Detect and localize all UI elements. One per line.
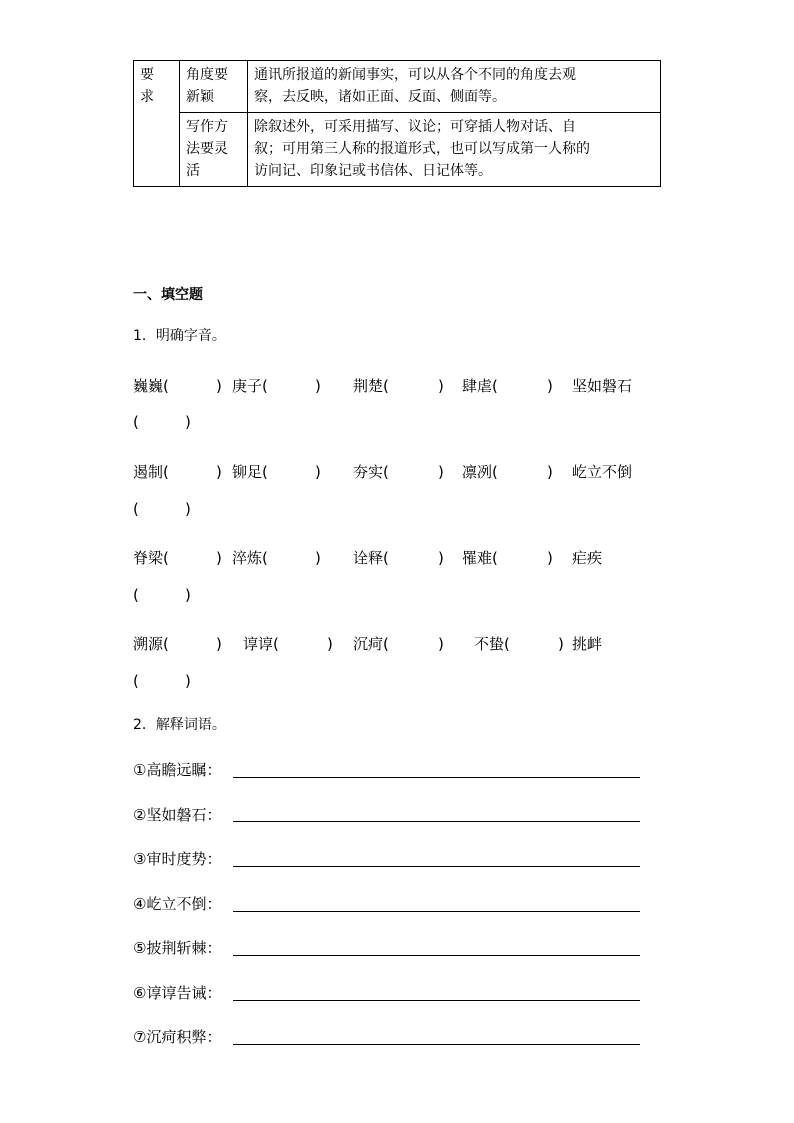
vocab-item-label: ③审时度势： — [133, 850, 222, 868]
vocab-item-label: ①高瞻远瞩： — [133, 761, 222, 779]
answer-blank-close[interactable]: ) — [216, 377, 222, 395]
answer-blank-close[interactable]: ) — [216, 635, 222, 653]
vocab-item-label: ⑦沉疴积弊： — [133, 1028, 222, 1046]
row-content-line: 访问记、印象记或书信体、日记体等。 — [254, 163, 492, 179]
answer-blank-close[interactable]: ) — [185, 413, 191, 431]
row-label-line: 角度要 — [186, 67, 228, 83]
answer-blank-close[interactable]: ) — [185, 500, 191, 518]
row-label-cell — [180, 113, 248, 187]
question-2-title: 2．解释词语。 — [133, 717, 226, 733]
pinyin-word: 肆虐( — [462, 377, 498, 395]
answer-blank-close[interactable]: ) — [438, 463, 444, 481]
answer-line[interactable] — [233, 1044, 640, 1045]
vocab-item-label: ⑤披荆斩棘： — [133, 939, 222, 957]
answer-blank-close[interactable]: ) — [216, 549, 222, 567]
answer-blank-open[interactable]: ( — [133, 586, 139, 604]
vocab-item-label: ④屹立不倒： — [133, 895, 222, 913]
row-label-line: 活 — [186, 163, 200, 179]
row-label-line: 写作方 — [186, 119, 228, 135]
answer-blank-close[interactable]: ) — [315, 463, 321, 481]
pinyin-word: 溯源( — [133, 635, 169, 653]
answer-blank-open[interactable]: ( — [133, 413, 139, 431]
answer-blank-close[interactable]: ) — [547, 549, 553, 567]
pinyin-word: 不蛰( — [474, 635, 510, 653]
row-content-cell — [248, 61, 661, 113]
section-title: 一、填空题 — [133, 287, 203, 303]
answer-blank-close[interactable]: ) — [185, 672, 191, 690]
row-content-line: 察，去反映，诸如正面、反面、侧面等。 — [254, 89, 506, 105]
row-label-cell — [180, 61, 248, 113]
row-content-line: 叙；可用第三人称的报道形式，也可以写成第一人称的 — [254, 141, 590, 157]
answer-blank-close[interactable]: ) — [185, 586, 191, 604]
answer-line[interactable] — [233, 1000, 640, 1001]
pinyin-word: 脊梁( — [133, 549, 169, 567]
pinyin-word: 铆足( — [232, 463, 268, 481]
pinyin-word: 疟疾 — [572, 549, 603, 567]
pinyin-word: 庚子( — [232, 377, 268, 395]
answer-blank-open[interactable]: ( — [133, 500, 139, 518]
pinyin-word: 坚如磐石 — [572, 377, 633, 395]
answer-blank-close[interactable]: ) — [216, 463, 222, 481]
pinyin-word: 淬炼( — [232, 549, 268, 567]
answer-blank-close[interactable]: ) — [438, 549, 444, 567]
answer-line[interactable] — [233, 866, 640, 867]
row-content-line: 通讯所报道的新闻事实，可以从各个不同的角度去观 — [254, 67, 576, 83]
answer-line[interactable] — [233, 821, 640, 822]
row-content-line: 除叙述外，可采用描写、议论；可穿插人物对话、自 — [254, 119, 576, 135]
pinyin-word: 屹立不倒 — [572, 463, 633, 481]
answer-blank-close[interactable]: ) — [327, 635, 333, 653]
answer-line[interactable] — [233, 911, 640, 912]
pinyin-word: 夯实( — [353, 463, 389, 481]
answer-blank-close[interactable]: ) — [558, 635, 564, 653]
answer-blank-close[interactable]: ) — [438, 635, 444, 653]
answer-blank-close[interactable]: ) — [315, 377, 321, 395]
vocab-item-label: ⑥谆谆告诫： — [133, 984, 222, 1002]
answer-line[interactable] — [233, 955, 640, 956]
pinyin-word: 巍巍( — [133, 377, 169, 395]
question-1-title: 1．明确字音。 — [133, 328, 226, 344]
requirements-table — [133, 60, 661, 187]
answer-blank-close[interactable]: ) — [438, 377, 444, 395]
pinyin-word: 荆楚( — [353, 377, 389, 395]
pinyin-word: 谆谆( — [243, 635, 279, 653]
answer-blank-close[interactable]: ) — [547, 377, 553, 395]
row-content-cell — [248, 113, 661, 187]
row-label-line: 法要灵 — [186, 141, 228, 157]
pinyin-word: 诠释( — [353, 549, 389, 567]
row-label-line: 新颖 — [186, 89, 214, 105]
pinyin-word: 挑衅 — [572, 635, 603, 653]
answer-line[interactable] — [233, 777, 640, 778]
pinyin-word: 凛冽( — [462, 463, 498, 481]
requirements-header-cell — [134, 61, 180, 187]
requirements-header-char: 要 — [140, 67, 154, 83]
requirements-header-char: 求 — [140, 89, 154, 105]
answer-blank-close[interactable]: ) — [547, 463, 553, 481]
answer-blank-open[interactable]: ( — [133, 672, 139, 690]
vocab-item-label: ②坚如磐石： — [133, 806, 222, 824]
answer-blank-close[interactable]: ) — [315, 549, 321, 567]
pinyin-word: 沉疴( — [353, 635, 389, 653]
pinyin-word: 罹难( — [462, 549, 498, 567]
pinyin-word: 遏制( — [133, 463, 169, 481]
